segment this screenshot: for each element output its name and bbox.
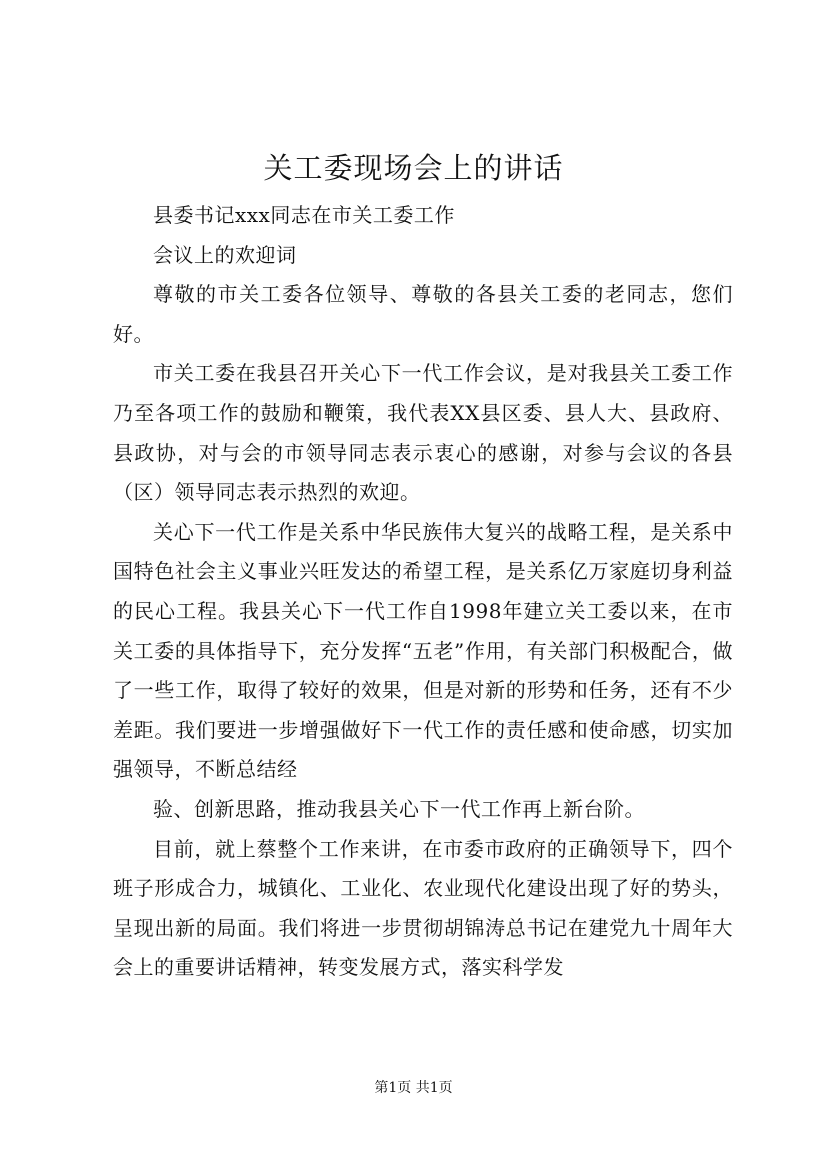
paragraph: 关心下一代工作是关系中华民族伟大复兴的战略工程，是关系中国特色社会主义事业兴旺发达的希望工程，是关系亿万家庭切身利益的民心工程。我县关心下一代工作自1998年建立关工委以来，在市关工委的具体指导下，充分发挥“五老”作用，有关部门积极配合，做了一些工作，取得了较好的效果，但是对新的形势和任务，还有不少差距。我们要进一步增强做好下一代工作的责任感和使命感，切实加强领导，不断总结经 <box>113 519 733 782</box>
paragraph: 县委书记xxx同志在市关工委工作 <box>153 203 455 227</box>
paragraph: 验、创新思路，推动我县关心下一代工作再上新台阶。 <box>153 796 645 821</box>
page-footer: 第1页 共1页 <box>374 1080 453 1096</box>
paragraph: 会议上的欢迎词 <box>153 242 297 267</box>
document-body <box>113 196 733 988</box>
paragraph: 尊敬的市关工委各位领导、尊敬的各县关工委的老同志，您们好。 <box>113 282 733 346</box>
document-title: 关工委现场会上的讲话 <box>263 151 564 185</box>
paragraph: 市关工委在我县召开关心下一代工作会议，是对我县关工委工作乃至各项工作的鼓励和鞭策，我代表XX县区委、县人大、县政府、县政协，对与会的市领导同志表示衷心的感谢，对参与会议的各县（区）领导同志表示热烈的欢迎。 <box>113 361 733 505</box>
paragraph: 目前，就上蔡整个工作来讲，在市委市政府的正确领导下，四个班子形成合力，城镇化、工业化、农业现代化建设出现了好的势头，呈现出新的局面。我们将进一步贯彻胡锦涛总书记在建党九十周年大会上的重要讲话精神，转变发展方式，落实科学发 <box>113 836 733 980</box>
